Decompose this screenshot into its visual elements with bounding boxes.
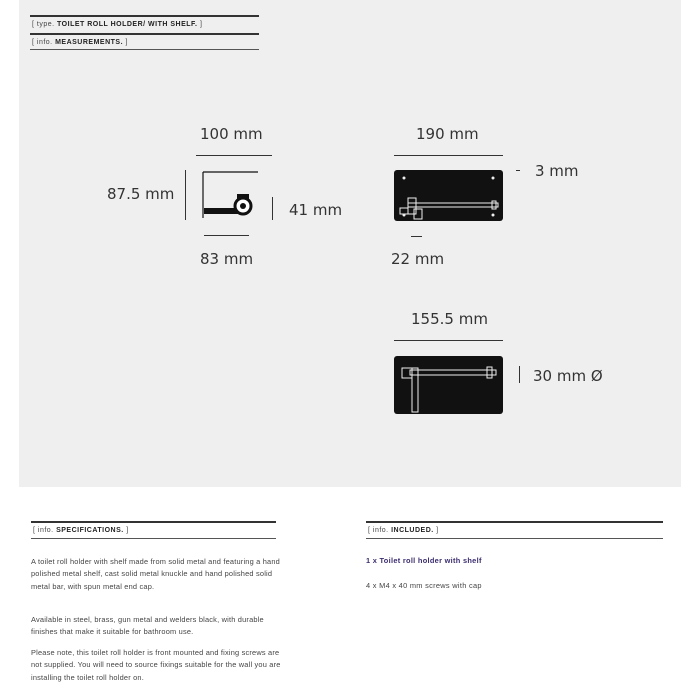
side-view-drawing — [200, 170, 260, 222]
included-prefix: [ info. — [368, 527, 389, 534]
included-title: INCLUDED. — [391, 527, 434, 534]
side-knuckle-line — [272, 197, 273, 220]
bar-view-drawing — [394, 356, 504, 415]
info-measurements-tag — [30, 33, 259, 50]
info-tag-suffix: ] — [125, 39, 128, 46]
front-bottom-label: 22 mm — [391, 250, 445, 268]
side-height-label: 87.5 mm — [107, 185, 175, 203]
front-bottom-line — [411, 236, 422, 237]
spec-paragraph-2: Available in steel, brass, gun metal and welders black, with durable finishes that make it suitable for bathroom use. — [31, 615, 264, 637]
front-width-line — [394, 155, 503, 156]
front-width-label: 190 mm — [416, 125, 479, 143]
side-knuckle-label: 41 mm — [289, 201, 343, 219]
included-main-item: 1 x Toilet roll holder with shelf — [366, 556, 482, 565]
included-heading — [366, 521, 663, 539]
included-screws-item: 4 x M4 x 40 mm screws with cap — [366, 581, 482, 590]
side-height-line — [185, 170, 186, 220]
specifications-heading — [31, 521, 276, 539]
bar-diameter-line — [519, 366, 520, 383]
bar-width-label: 155.5 mm — [411, 310, 488, 328]
type-tag-suffix: ] — [199, 21, 203, 28]
type-tag-prefix: [ type. — [32, 21, 55, 28]
side-bottom-line — [204, 235, 249, 236]
specifications-suffix: ] — [126, 527, 129, 534]
type-tag — [30, 15, 259, 32]
spec-paragraph-1: A toilet roll holder with shelf made from solid metal and featuring a hand polished metal shelf, cast solid metal knuckle and hand polished solid metal bar, with spun metal end cap. — [31, 557, 280, 591]
side-width-label: 100 mm — [200, 125, 263, 143]
type-tag-value: TOILET ROLL HOLDER/ WITH SHELF. — [57, 21, 198, 28]
front-view-drawing — [394, 170, 504, 222]
specifications-prefix: [ info. — [33, 527, 54, 534]
specifications-title: SPECIFICATIONS. — [56, 527, 124, 534]
bar-width-line — [394, 340, 503, 341]
bar-diameter-label: 30 mm Ø — [533, 367, 603, 385]
front-thickness-line — [516, 170, 520, 171]
spec-paragraph-3: Please note, this toilet roll holder is front mounted and fixing screws are not supplied. You will need to source fixings suitable for the wall you are installing the toilet roll holder on. — [31, 648, 281, 682]
info-tag-value: MEASUREMENTS. — [55, 39, 124, 46]
front-thickness-label: 3 mm — [535, 162, 579, 180]
info-tag-prefix: [ info. — [32, 39, 53, 46]
included-suffix: ] — [436, 527, 439, 534]
measurements-panel — [19, 0, 681, 487]
side-bottom-label: 83 mm — [200, 250, 254, 268]
side-width-line — [196, 155, 272, 156]
